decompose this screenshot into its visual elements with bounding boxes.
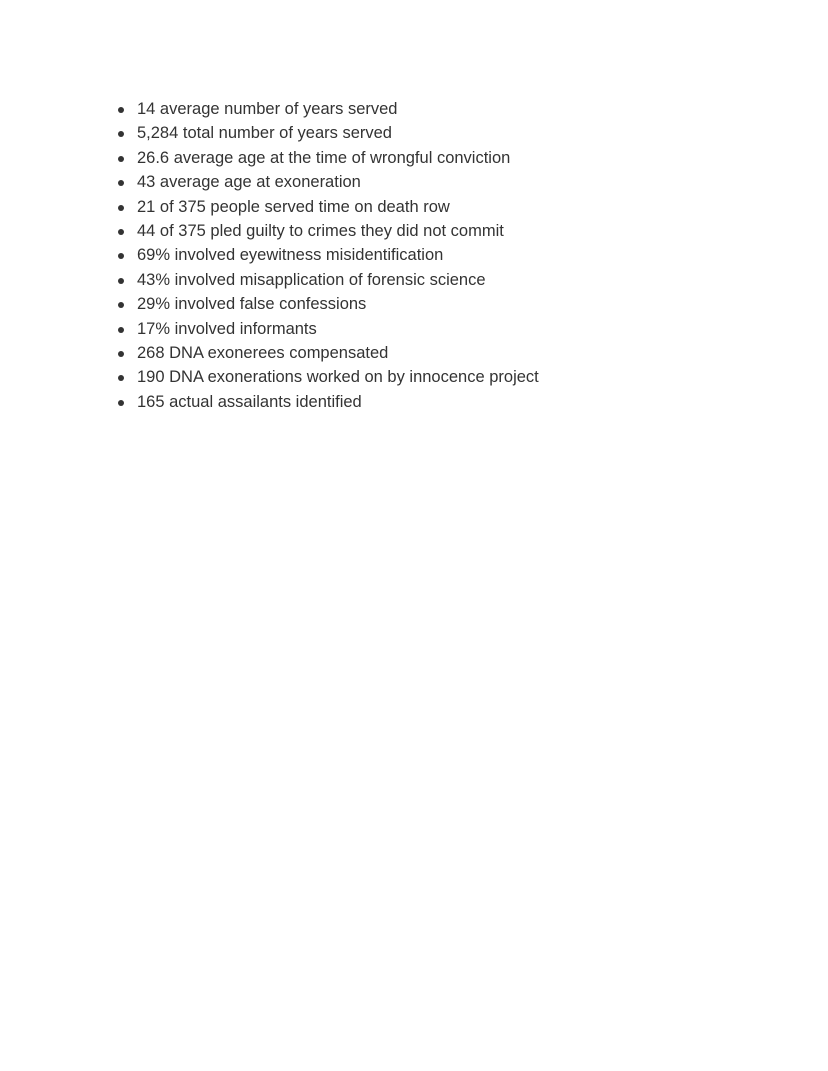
list-item — [118, 390, 539, 414]
list-item-text: 26.6 average age at the time of wrongful conviction — [137, 148, 511, 167]
list-item-text: 69% involved eyewitness misidentification — [137, 246, 444, 265]
list-item — [118, 243, 539, 267]
bullet-icon — [118, 278, 124, 284]
bullet-icon — [118, 205, 124, 211]
bullet-icon — [118, 253, 124, 259]
list-item — [118, 219, 539, 243]
list-item — [118, 365, 539, 389]
list-item-text: 5,284 total number of years served — [137, 124, 392, 143]
list-item — [118, 170, 539, 194]
statistics-list — [118, 97, 539, 414]
list-item-text: 21 of 375 people served time on death row — [137, 197, 450, 216]
list-item — [118, 317, 539, 341]
list-item — [118, 97, 539, 121]
list-item-text: 43 average age at exoneration — [137, 173, 361, 192]
list-item-text: 44 of 375 pled guilty to crimes they did not commit — [137, 221, 504, 240]
list-item-text: 190 DNA exonerations worked on by innocence project — [137, 368, 539, 387]
bullet-icon — [118, 107, 124, 113]
bullet-icon — [118, 351, 124, 357]
list-item — [118, 292, 539, 316]
bullet-icon — [118, 156, 124, 162]
list-item — [118, 268, 539, 292]
bullet-icon — [118, 375, 124, 381]
list-item — [118, 146, 539, 170]
list-item-text: 165 actual assailants identified — [137, 392, 362, 411]
list-item-text: 43% involved misapplication of forensic science — [137, 270, 486, 289]
bullet-icon — [118, 327, 124, 333]
bullet-icon — [118, 229, 124, 235]
list-item-text: 14 average number of years served — [137, 100, 398, 118]
list-item — [118, 195, 539, 219]
list-item-text: 268 DNA exonerees compensated — [137, 343, 389, 362]
bullet-icon — [118, 131, 124, 137]
list-item — [118, 341, 539, 365]
list-item-text: 17% involved informants — [137, 319, 317, 338]
bullet-icon — [118, 302, 124, 308]
list-item-text: 29% involved false confessions — [137, 295, 367, 314]
bullet-icon — [118, 400, 124, 406]
bullet-icon — [118, 180, 124, 186]
list-item — [118, 121, 539, 145]
